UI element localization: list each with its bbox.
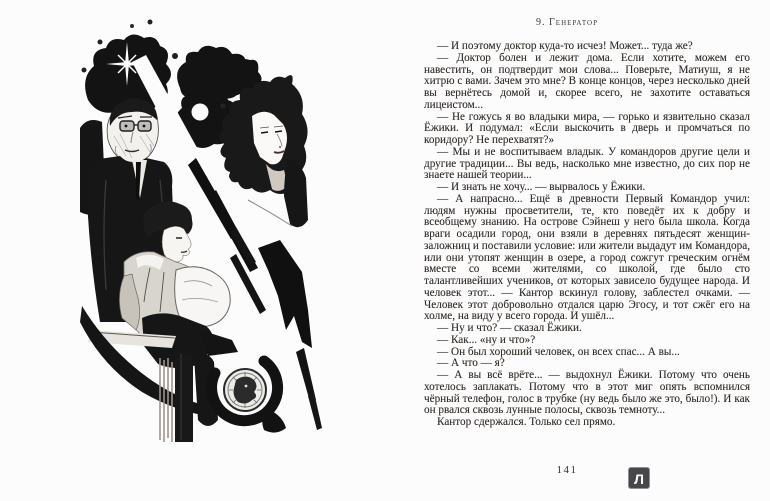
illustration-woman	[220, 75, 309, 227]
illustration-moon	[192, 104, 209, 121]
paragraph: — Как... «ну и что»?	[437, 333, 536, 346]
paragraph: — Доктор болен и лежит дома. Если хотите, можем его навестить, он подтвердит мои слова... Поверьте, Матиуш, я не хитрю с вами. Зачем это мне? В конце концов, через несколько дней вы вернётесь домой и, скорее всего, не захотите оставаться лицеистом...	[424, 51, 750, 111]
right-page	[424, 0, 750, 501]
chapter-text	[424, 41, 750, 429]
book-illustration	[80, 0, 410, 460]
paragraph: — И знать не хочу... — вырвалось у Ёжики.	[437, 181, 646, 193]
illustration-medallion	[194, 354, 286, 433]
paragraph: — И поэтому доктор куда-то исчез! Может... туда же?	[437, 40, 693, 52]
watermark-letter: Л	[634, 471, 644, 487]
paragraph: — Он был хороший человек, он всех спас... А вы...	[437, 345, 680, 358]
page-number: 141	[556, 464, 578, 476]
paragraph: — Не гожусь я во владыки мира, — горько и язвительно сказал Ёжики. И подумал: «Если выскочить в дверь и промчаться по коридору? Не перехватят?»	[424, 110, 750, 146]
chapter-header: 9. Генератор	[536, 17, 598, 28]
paragraph: — А вы всё врёте... — выдохнул Ёжики. Потому что очень хотелось заплакать. Потому что в этот миг опять вспомнился чёрный телефон, голос в трубке (ну ведь было же это, было!). И как он рвался сквозь лунные полосы, сквозь темноту...	[424, 369, 750, 417]
paragraph: — А что — я?	[437, 357, 505, 370]
paragraph: — Мы и не воспитываем владык. У командоров другие цели и другие традиции... Вы ведь, насколько мне известно, до сих пор не знаете нашей теории...	[424, 145, 750, 182]
labirint-watermark	[628, 467, 650, 489]
paragraph: — А напрасно... Ещё в древности Первый Командор учил: людям нужны просветители, те, кто поведёт их к добру и всеобщему знанию. На острове Сэйнеш у него была школа. Когда враги осадили город, они взяли в деревнях пятьдесят женщин-заложниц и поставили условие: или жители выдадут им Командора, или они утопят женщин в озере, а город сожгут греческим огнём вместе со всеми жителями, со школой, где было сто талантливейших учеников, от которых зависело будущее народа. И человек этот... — Кантор вскинул голову, заблестел очками. — Человек этот добровольно отдался царю Эгосу, и тот сжёг его на холме, на виду у всего города. И ушёл...	[424, 192, 750, 323]
paragraph: — Ну и что? — сказал Ёжики.	[437, 322, 582, 334]
paragraph: Кантор сдержался. Только сел прямо.	[437, 416, 616, 428]
